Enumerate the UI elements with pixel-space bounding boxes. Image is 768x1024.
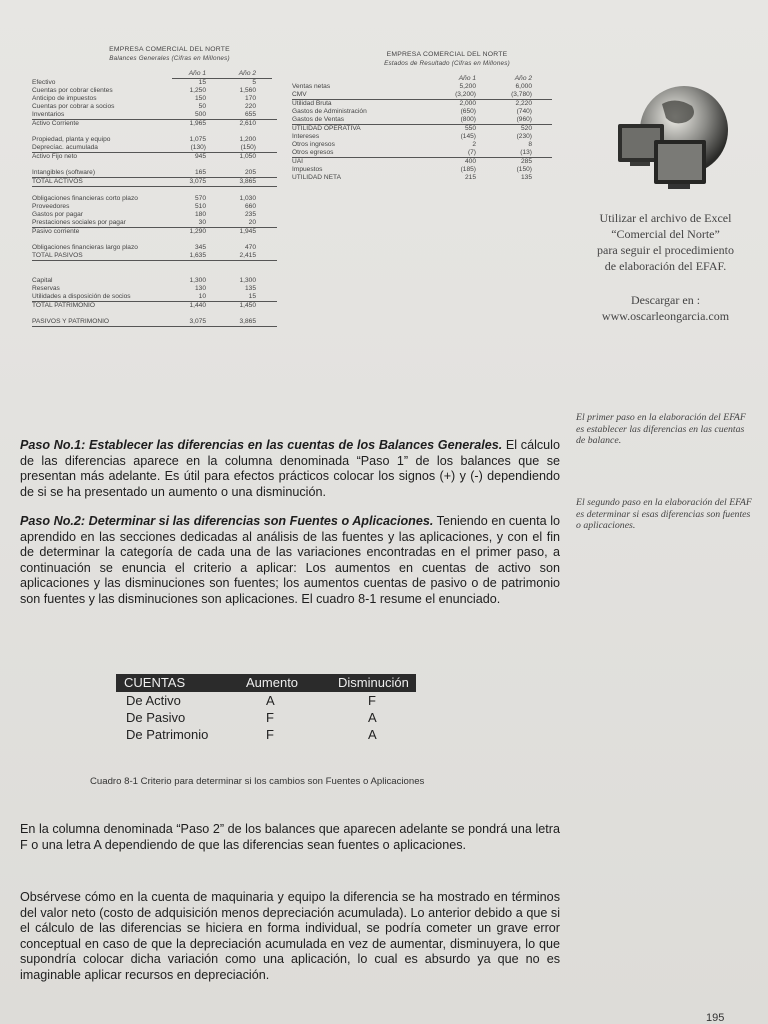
balance-row-year1: 570 (194, 195, 206, 202)
income-rows (292, 83, 552, 182)
balance-row-year2: 1,300 (239, 277, 256, 284)
balance-row-year1: 510 (194, 203, 206, 210)
income-row (292, 91, 552, 100)
balance-row-label: Propiedad, planta y equipo (32, 136, 111, 143)
balance-row-year1: 150 (194, 95, 206, 102)
balance-row-year2: 135 (244, 285, 256, 292)
balance-row-year1: 3,075 (189, 318, 206, 325)
income-row (292, 83, 552, 91)
balance-row (32, 120, 277, 128)
paso2-body: Teniendo en cuenta lo aprendido en las secciones dedicadas al análisis de las fuentes y las aplicaciones, y con el fin de determinar la categoría de cada una de las variaciones encontradas en el primer paso, a continuación se enuncia el criterio a aplicar: Los aumentos en cuentas de activo son aplicaciones y las disminuciones son fuentes; los aumentos cuentas de pasivo o de patrimonio son fuentes y las disminuciones son aplicaciones. El cuadro 8-1 resume el enunciado. (20, 514, 560, 606)
income-row-label: CMV (292, 91, 307, 98)
balance-row-label: Cuentas por cobrar clientes (32, 87, 113, 94)
income-row-year2: (3,780) (511, 91, 532, 98)
income-row-year2: (740) (516, 108, 532, 115)
balance-row-label: Obligaciones financieras largo plazo (32, 244, 138, 251)
balance-row (32, 211, 277, 219)
income-row-year1: (145) (460, 133, 476, 140)
criteria-decrease: F (368, 693, 376, 708)
paso2-paragraph (20, 514, 560, 607)
balance-row-year2: 655 (244, 111, 256, 118)
income-row (292, 133, 552, 141)
margin-note-1: El primer paso en la elaboración del EFAF es establecer las diferencias en las cuentas de balance. (576, 412, 746, 446)
balance-row-label: Prestaciones sociales por pagar (32, 219, 126, 226)
balance-row-year1: 1,300 (189, 277, 206, 284)
income-col2: Año 2 (514, 75, 532, 82)
balance-row-year2: 3,865 (239, 178, 256, 185)
income-row (292, 174, 552, 182)
criteria-header (116, 674, 416, 692)
income-row-year2: (960) (516, 116, 532, 123)
balance-row-year2: 660 (244, 203, 256, 210)
income-row-year1: 215 (464, 174, 476, 181)
balance-row-year1: 1,290 (189, 228, 206, 235)
balance-row-label: Gastos por pagar (32, 211, 83, 218)
income-subtitle: Estados de Resultado (Cifras en Millones) (384, 60, 510, 67)
balance-row-year1: 500 (194, 111, 206, 118)
criteria-decrease: A (368, 727, 377, 742)
balance-row (32, 169, 277, 178)
income-column-header (442, 75, 542, 83)
balance-row (32, 187, 277, 195)
income-row-label: Otros egresos (292, 149, 334, 156)
balance-row-year2: 3,865 (239, 318, 256, 325)
criteria-account: De Activo (126, 693, 181, 708)
income-row-year2: 285 (520, 158, 532, 165)
balance-row (32, 261, 277, 269)
criteria-increase: F (266, 710, 274, 725)
income-row (292, 125, 552, 133)
criteria-header-disminucion: Disminución (338, 675, 409, 690)
income-row-label: Gastos de Administración (292, 108, 367, 115)
balance-row-year2: 1,450 (239, 302, 256, 309)
balance-row-label: Obligaciones financieras corto plazo (32, 195, 138, 202)
balance-row-year1: 30 (198, 219, 206, 226)
balance-row-label: Capital (32, 277, 53, 284)
criteria-row (116, 726, 416, 743)
balance-row (32, 153, 277, 161)
paragraph-paso2-column: En la columna denominada “Paso 2” de los balances que aparecen adelante se pondrá una letra F o una letra A dependiendo de que las diferencias sean fuentes o aplicaciones. (20, 822, 560, 852)
income-row (292, 108, 552, 116)
income-row (292, 141, 552, 149)
excel-note-line-1: Utilizar el archivo de Excel (599, 211, 732, 225)
income-row-year2: 8 (528, 141, 532, 148)
balance-row-year2: 1,945 (239, 228, 256, 235)
balance-row-label: Proveedores (32, 203, 70, 210)
criteria-header-aumento: Aumento (246, 675, 299, 690)
excel-note-line-3: para seguir el procedimiento (597, 243, 734, 257)
balance-row-year2: (150) (240, 144, 256, 151)
criteria-table (116, 674, 416, 743)
balance-row-label: TOTAL ACTIVOS (32, 178, 83, 185)
balance-row-label: Utilidades a disposición de socios (32, 293, 131, 300)
balance-row (32, 103, 277, 111)
criteria-decrease: A (368, 710, 377, 725)
balance-row (32, 87, 277, 95)
balance-row-year1: 180 (194, 211, 206, 218)
balance-row (32, 269, 277, 277)
income-row (292, 149, 552, 158)
criteria-increase: F (266, 727, 274, 742)
criteria-account: De Patrimonio (126, 727, 209, 742)
excel-note-line-2: “Comercial del Norte” (611, 227, 720, 241)
income-row-year1: (800) (460, 116, 476, 123)
balance-row (32, 310, 277, 318)
balance-row-year2: 2,610 (239, 120, 256, 127)
balance-row-year1: 50 (198, 103, 206, 110)
balance-row-year2: 1,200 (239, 136, 256, 143)
balance-row-year1: 945 (194, 153, 206, 160)
income-row (292, 116, 552, 125)
balance-row-year1: 1,635 (189, 252, 206, 259)
balance-row-label: Deprecíac. acumulada (32, 144, 98, 151)
income-row-year1: (185) (460, 166, 476, 173)
criteria-increase: A (266, 693, 275, 708)
balance-row (32, 252, 277, 261)
balance-row-label: Efectivo (32, 79, 56, 86)
income-col1: Año 1 (458, 75, 476, 82)
criteria-caption: Cuadro 8-1 Criterio para determinar si los cambios son Fuentes o Aplicaciones (90, 776, 425, 787)
balance-row-year2: 2,415 (239, 252, 256, 259)
balance-row (32, 302, 277, 310)
balance-row-year2: 5 (252, 79, 256, 86)
balance-row-year1: 130 (194, 285, 206, 292)
income-row-year1: 5,200 (459, 83, 476, 90)
income-row-year2: 2,220 (515, 100, 532, 107)
page-number: 195 (706, 1012, 725, 1024)
balance-row (32, 161, 277, 169)
balance-row-year1: 165 (194, 169, 206, 176)
balance-row-label: Intangibles (software) (32, 169, 96, 176)
balance-row (32, 79, 277, 87)
balance-row (32, 144, 277, 153)
income-row-year1: (3,200) (455, 91, 476, 98)
balance-row-label: Cuentas por cobrar a socios (32, 103, 115, 110)
balance-row (32, 285, 277, 293)
income-company: EMPRESA COMERCIAL DEL NORTE (386, 51, 508, 58)
balance-row-label: TOTAL PASIVOS (32, 252, 83, 259)
income-row-label: UTILIDAD OPERATIVA (292, 125, 361, 132)
balance-row-year2: 205 (244, 169, 256, 176)
income-row-year1: (7) (467, 149, 476, 156)
balance-row-year2: 235 (244, 211, 256, 218)
income-row (292, 166, 552, 174)
download-link[interactable]: www.oscarleongarcia.com (601, 309, 730, 323)
income-row-year2: 520 (520, 125, 532, 132)
balance-company: EMPRESA COMERCIAL DEL NORTE (109, 46, 230, 53)
download-label: Descargar en : (630, 293, 701, 307)
balance-row-year1: 1,250 (189, 87, 206, 94)
paso1-heading: Paso No.1: Establecer las diferencias en las cuentas de los Balances Generales. (20, 438, 503, 452)
balance-col2: Año 2 (238, 70, 256, 77)
criteria-row (116, 692, 416, 709)
balance-row (32, 195, 277, 203)
balance-row (32, 178, 277, 187)
balance-row (32, 219, 277, 228)
balance-row-label: Activo Corriente (32, 120, 79, 127)
income-row-year2: 135 (520, 174, 532, 181)
margin-note-2: El segundo paso en la elaboración del EFAF es determinar si esas diferencias son fuentes o aplicaciones. (576, 497, 752, 531)
balance-row-label: Reservas (32, 285, 60, 292)
balance-row-label: Anticipo de impuestos (32, 95, 97, 102)
balance-row (32, 277, 277, 285)
balance-row-year1: 10 (198, 293, 206, 300)
criteria-row (116, 709, 416, 726)
balance-row-label: TOTAL PATRIMONIO (32, 302, 96, 309)
criteria-rows (116, 692, 416, 743)
balance-row-label: Pasivo corriente (32, 228, 80, 235)
income-row-year1: 400 (464, 158, 476, 165)
income-row-label: Ventas netas (292, 83, 331, 90)
income-row-label: Impuestos (292, 166, 323, 173)
balance-row-year2: 470 (244, 244, 256, 251)
download-block (578, 292, 753, 324)
excel-note-line-4: de elaboración del EFAF. (604, 259, 727, 273)
balance-row-year1: (130) (190, 144, 206, 151)
balance-row-year1: 1,965 (189, 120, 206, 127)
income-row-label: Gastos de Ventas (292, 116, 345, 123)
balance-row (32, 203, 277, 211)
globe-computer-illustration (610, 84, 738, 194)
income-row-label: Otros ingresos (292, 141, 335, 148)
balance-row-year2: 20 (248, 219, 256, 226)
balance-col1: Año 1 (188, 70, 206, 77)
balance-row (32, 236, 277, 244)
income-row-label: UTILIDAD NETA (292, 174, 341, 181)
income-statement-table (292, 50, 552, 182)
balance-row (32, 293, 277, 302)
balance-row (32, 111, 277, 120)
income-row-year2: (150) (516, 166, 532, 173)
income-row-year1: 2,000 (459, 100, 476, 107)
balance-row-label: Inventarios (32, 111, 65, 118)
balance-row (32, 228, 277, 236)
paso1-body: El cálculo de las diferencias aparece en la columna denominada “Paso 1” de los balances que se presentan más adelante. Es útil para efectos prácticos colocar los signos (+) y (-) dependiendo de si se ha presentado un aumento o una disminución. (20, 438, 560, 499)
balance-row-year2: 220 (244, 103, 256, 110)
balance-row-label: Activo Fijo neto (32, 153, 78, 160)
income-row-year2: 6,000 (515, 83, 532, 90)
balance-row (32, 318, 277, 327)
balance-row-year1: 3,075 (189, 178, 206, 185)
income-row-year2: (13) (520, 149, 532, 156)
balance-row-year2: 170 (244, 95, 256, 102)
excel-note (578, 210, 753, 274)
balance-row-year2: 1,050 (239, 153, 256, 160)
balance-row-year1: 1,440 (189, 302, 206, 309)
criteria-header-cuentas: CUENTAS (124, 675, 186, 690)
balance-rows (32, 79, 277, 327)
income-row-label: Intereses (292, 133, 320, 140)
income-row-year2: (230) (516, 133, 532, 140)
balance-row (32, 136, 277, 144)
balance-row-year2: 15 (248, 293, 256, 300)
income-row-year1: (650) (460, 108, 476, 115)
income-row-label: UAI (292, 158, 303, 165)
paso1-paragraph (20, 438, 560, 500)
income-row (292, 100, 552, 108)
balance-sheet-table (32, 45, 277, 327)
balance-row (32, 128, 277, 136)
balance-row-label: PASIVOS Y PATRIMONIO (32, 318, 110, 325)
income-row-label: Utilidad Bruta (292, 100, 332, 107)
paso2-heading: Paso No.2: Determinar si las diferencias son Fuentes o Aplicaciones. (20, 514, 434, 528)
balance-row (32, 95, 277, 103)
paragraph-maquinaria: Obsérvese cómo en la cuenta de maquinaria y equipo la diferencia se ha mostrado en términos del valor neto (costo de adquisición menos depreciación acumulada). Lo anterior debido a que si el cálculo de las diferencias se hiciera en forma individual, se podría cometer un grave error conceptual en caso de que la depreciación acumulada en vez de aumentar, disminuyera, lo que supondría colocar dicha variación como una aplicación, lo cual es absurdo ya que no es imaginable aplicar recursos en depreciación. (20, 890, 560, 982)
income-row-year1: 550 (464, 125, 476, 132)
income-row-year1: 2 (472, 141, 476, 148)
balance-row-year1: 15 (198, 79, 206, 86)
balance-row-year2: 1,030 (239, 195, 256, 202)
balance-subtitle: Balances Generales (Cifras en Millones) (109, 55, 230, 62)
balance-row-year2: 1,560 (239, 87, 256, 94)
balance-row-year1: 345 (194, 244, 206, 251)
criteria-account: De Pasivo (126, 710, 186, 725)
balance-column-header (172, 70, 272, 79)
income-row (292, 158, 552, 166)
balance-row-year1: 1,075 (189, 136, 206, 143)
balance-row (32, 244, 277, 252)
